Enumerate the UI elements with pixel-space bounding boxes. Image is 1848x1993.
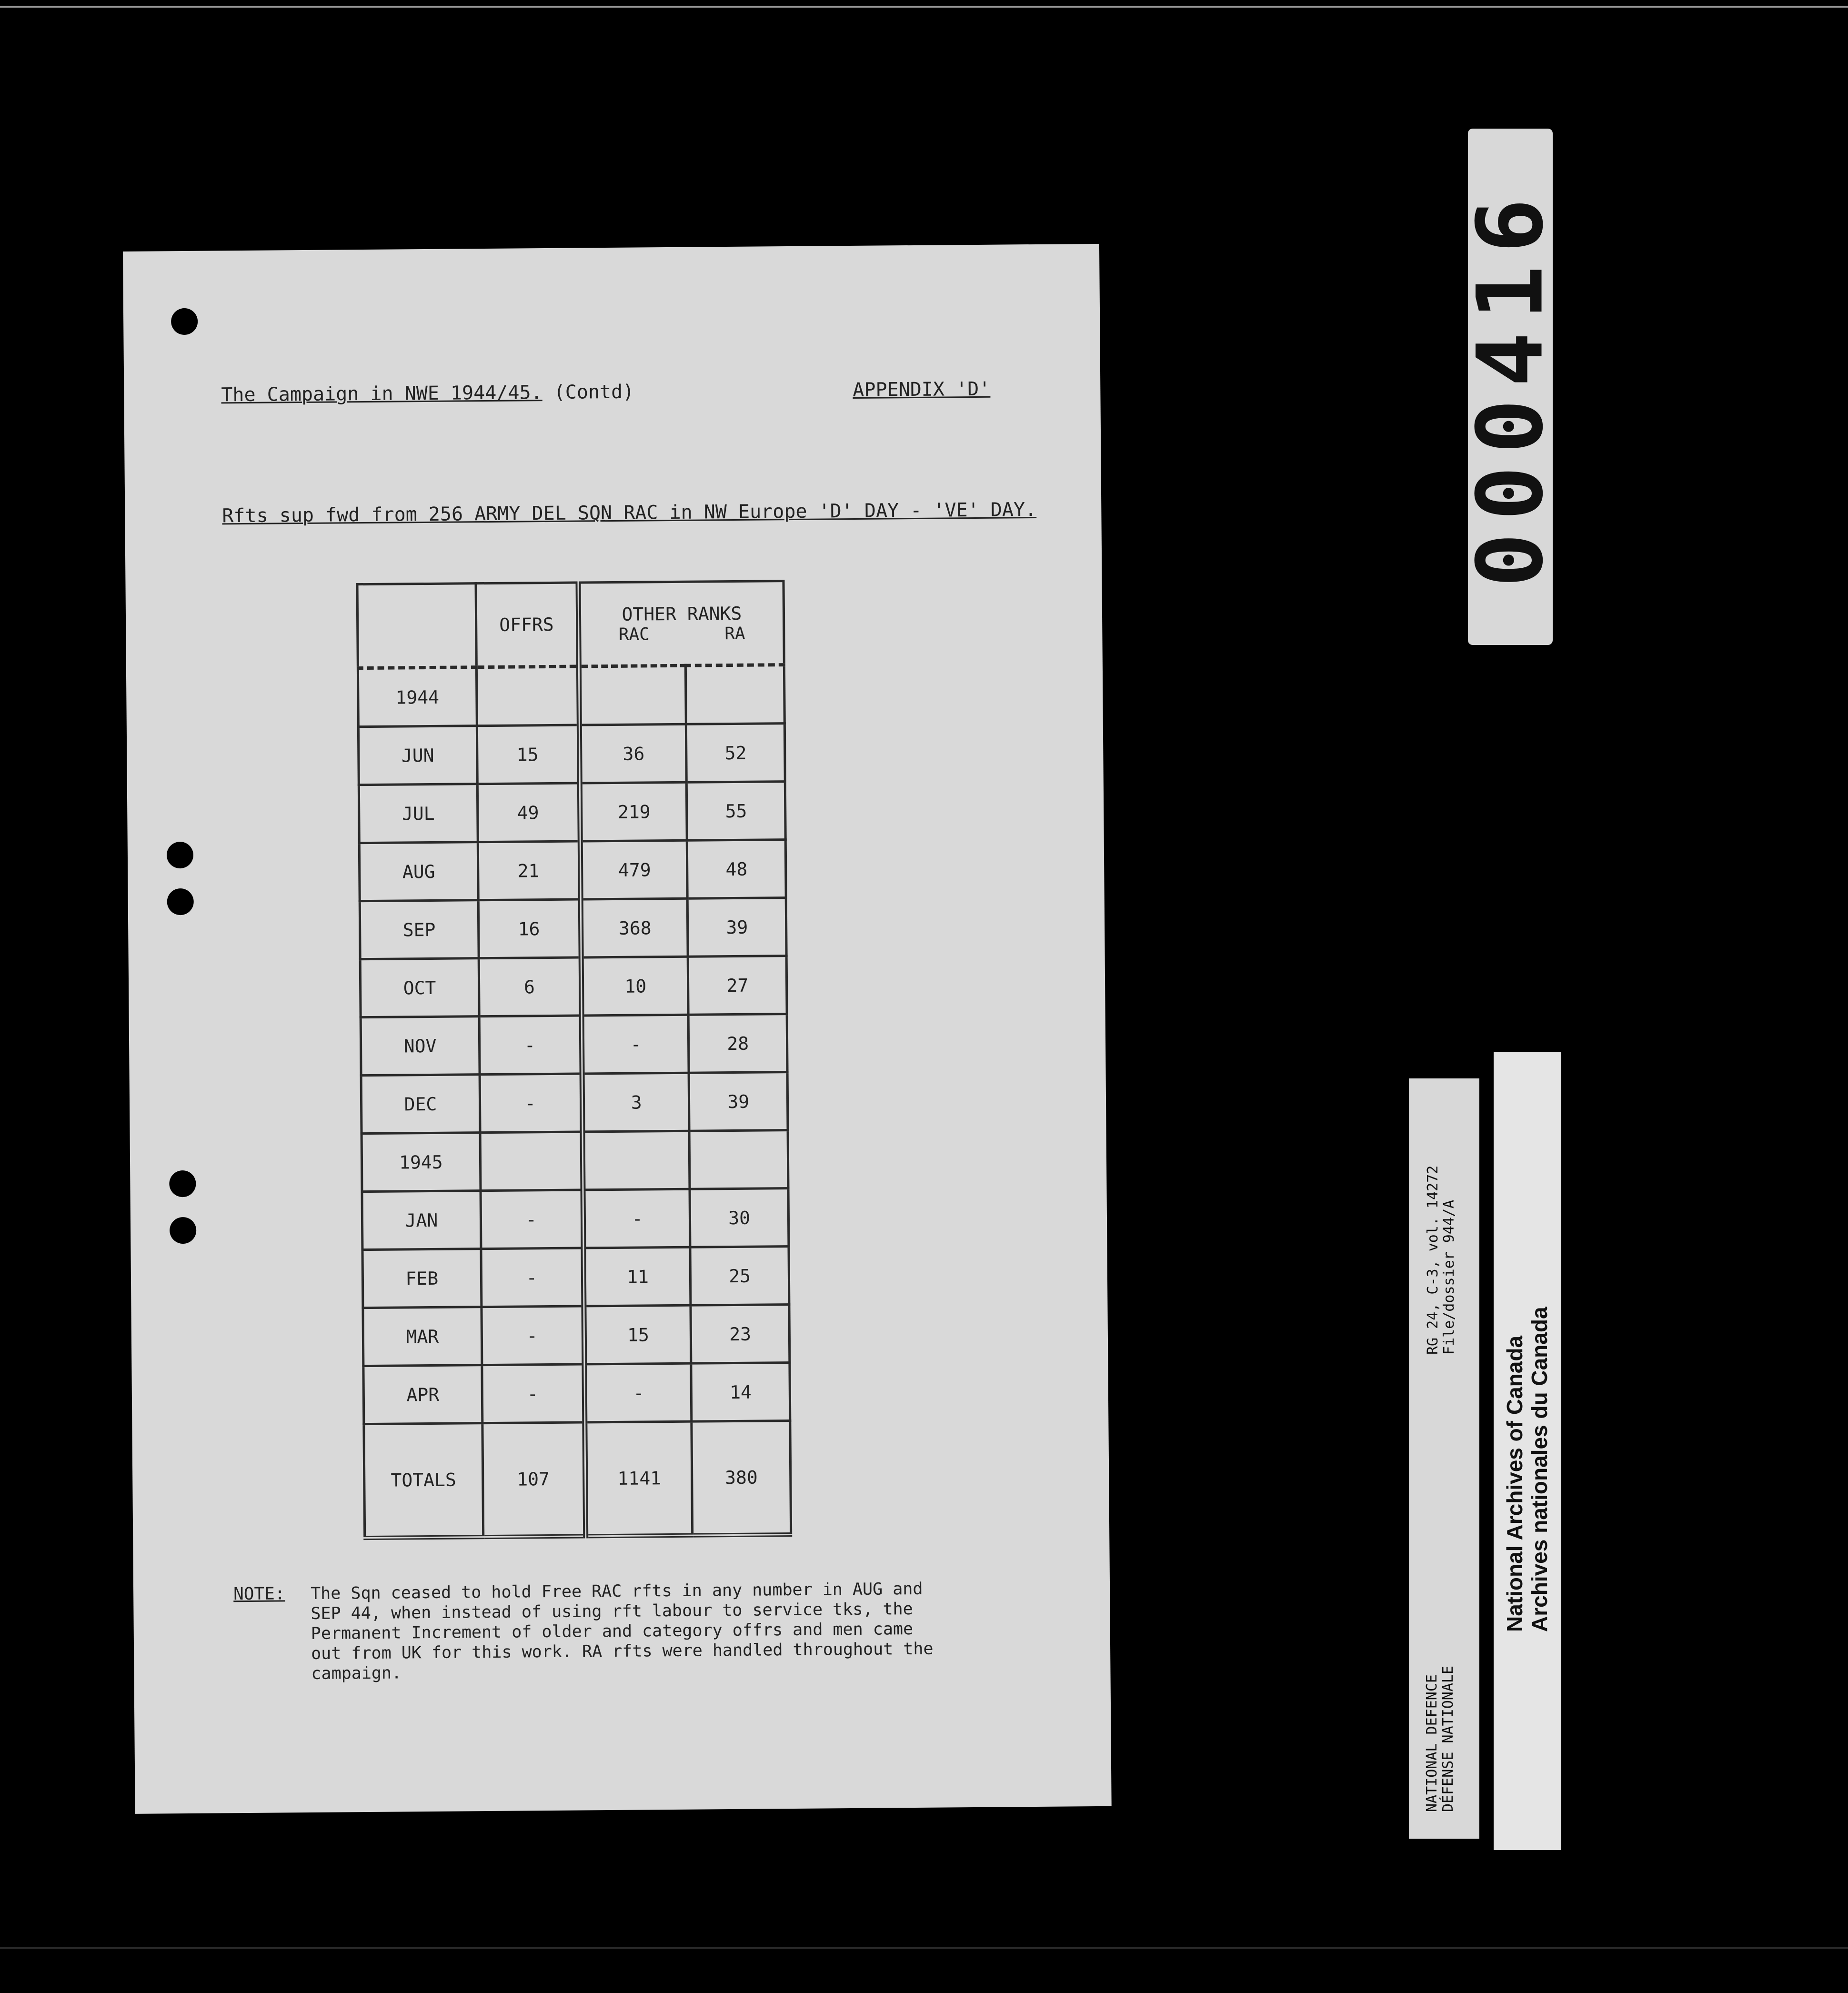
totals-label: TOTALS	[364, 1423, 483, 1538]
table-row	[363, 1305, 790, 1366]
department-fr: DÉFENSE NATIONALE	[1440, 1665, 1456, 1812]
table-row	[362, 1247, 789, 1308]
punch-hole	[169, 1170, 196, 1197]
cell-rac: 36	[579, 724, 687, 783]
cell-offrs: 16	[478, 899, 581, 958]
punch-hole	[171, 308, 198, 335]
cell-offrs	[480, 1132, 583, 1191]
archive-logo-card	[1494, 1052, 1561, 1850]
cell-ra: 23	[691, 1305, 790, 1364]
department-en: NATIONAL DEFENCE	[1424, 1674, 1440, 1812]
cell-ra: 48	[687, 840, 786, 899]
header-other-ranks-label: OTHER RANKS	[622, 603, 742, 625]
note-label: NOTE:	[233, 1584, 285, 1604]
header-ra: RA	[724, 624, 745, 644]
row-label: MAR	[363, 1307, 482, 1366]
cell-offrs: 15	[477, 725, 580, 784]
cell-offrs: 49	[477, 783, 580, 842]
row-label: APR	[363, 1365, 482, 1424]
cell-rac: -	[584, 1363, 692, 1422]
row-label: NOV	[361, 1017, 480, 1076]
cell-offrs: -	[481, 1190, 583, 1249]
document-header	[221, 381, 634, 406]
row-label: OCT	[360, 958, 479, 1017]
table-row	[362, 1130, 788, 1192]
table-row	[358, 724, 785, 785]
row-label: 1944	[358, 667, 477, 727]
cell-rac	[583, 1131, 690, 1190]
cell-offrs: -	[481, 1248, 584, 1307]
row-label: FEB	[362, 1249, 482, 1308]
header-title: The Campaign in NWE 1944/45.	[221, 382, 542, 406]
reference-file: File/dossier 944/A	[1441, 1199, 1457, 1355]
cell-rac: 219	[580, 782, 687, 841]
header-rac: RAC	[618, 624, 650, 644]
archives-name-fr: Archives nationales du Canada	[1527, 1307, 1552, 1632]
cell-ra: 27	[688, 956, 787, 1015]
frame-number-label	[1457, 129, 1563, 645]
table-row	[359, 782, 785, 843]
header-subcolumns	[581, 624, 783, 644]
table-row	[359, 840, 786, 901]
totals-row	[364, 1421, 791, 1538]
cell-ra: 25	[690, 1247, 789, 1306]
table-row	[360, 898, 786, 959]
cell-ra: 39	[689, 1072, 788, 1131]
table-title: Rfts sup fwd from 256 ARMY DEL SQN RAC in NW Europe 'D' DAY - 'VE' DAY.	[222, 498, 1037, 527]
table-row	[362, 1188, 789, 1250]
table-row	[360, 956, 787, 1017]
cell-ra	[686, 665, 785, 725]
appendix-label: APPENDIX 'D'	[853, 378, 991, 401]
cell-rac: 10	[581, 956, 689, 1016]
cell-rac: 479	[580, 840, 688, 899]
totals-offrs: 107	[482, 1422, 586, 1537]
cell-ra	[689, 1130, 788, 1189]
table-row	[358, 665, 784, 727]
header-other-ranks	[578, 581, 784, 666]
cell-ra: 30	[690, 1188, 789, 1248]
totals-ra: 380	[692, 1421, 791, 1536]
archives-name	[1502, 1307, 1552, 1632]
row-label: 1945	[362, 1133, 481, 1192]
department-label	[1424, 1666, 1456, 1812]
header-offrs: OFFRS	[476, 583, 579, 667]
cell-ra: 14	[691, 1363, 790, 1422]
row-label: JAN	[362, 1191, 481, 1250]
cell-ra: 28	[689, 1014, 788, 1073]
cell-rac: 15	[584, 1305, 692, 1364]
archives-name-en: National Archives of Canada	[1502, 1335, 1527, 1632]
row-label: SEP	[360, 900, 479, 959]
cell-offrs: -	[482, 1364, 585, 1423]
reference-volume: RG 24, C-3, vol. 14272	[1425, 1165, 1441, 1355]
header-blank-cell	[357, 584, 476, 668]
frame-number: 000416	[1457, 186, 1563, 588]
cell-offrs: 21	[478, 841, 581, 900]
punch-hole	[167, 888, 194, 915]
cell-offrs: -	[480, 1074, 583, 1133]
cell-offrs	[476, 666, 579, 726]
row-label: DEC	[361, 1075, 480, 1134]
cell-offrs: -	[479, 1016, 582, 1075]
row-label: JUL	[359, 784, 478, 843]
punch-hole	[170, 1217, 196, 1244]
cell-rac	[579, 665, 686, 725]
table-row	[361, 1014, 787, 1076]
cell-rac: 11	[583, 1247, 691, 1306]
scan-top-border	[0, 6, 1848, 8]
cell-ra: 52	[686, 724, 785, 783]
punch-hole	[167, 842, 193, 868]
cell-offrs: 6	[479, 957, 582, 1017]
row-label: JUN	[358, 726, 477, 785]
cell-offrs: -	[482, 1306, 584, 1365]
cell-ra: 55	[687, 782, 786, 841]
cell-rac: 368	[581, 898, 688, 957]
totals-rac: 1141	[585, 1421, 693, 1536]
table-header-row	[357, 581, 784, 668]
cell-rac: -	[582, 1015, 689, 1074]
scan-bottom-border	[0, 1947, 1848, 1949]
table-row	[361, 1072, 788, 1134]
row-label: AUG	[359, 842, 478, 901]
header-contd: (Contd)	[553, 381, 634, 403]
cell-rac: 3	[582, 1073, 690, 1132]
cell-rac: -	[583, 1189, 691, 1248]
file-reference	[1425, 1166, 1457, 1355]
note-text: The Sqn ceased to hold Free RAC rfts in any number in AUG and SEP 44, when instead of using rft labour to service tks, the Permanent Increment of older and category offrs and men came out from UK for this work. RA rfts were handled throughout the campaign.	[310, 1579, 934, 1683]
document-page	[123, 244, 1112, 1814]
cell-ra: 39	[688, 898, 787, 957]
table-row	[363, 1363, 790, 1424]
archive-reference-card	[1409, 1078, 1479, 1839]
reinforcements-table	[356, 580, 792, 1540]
